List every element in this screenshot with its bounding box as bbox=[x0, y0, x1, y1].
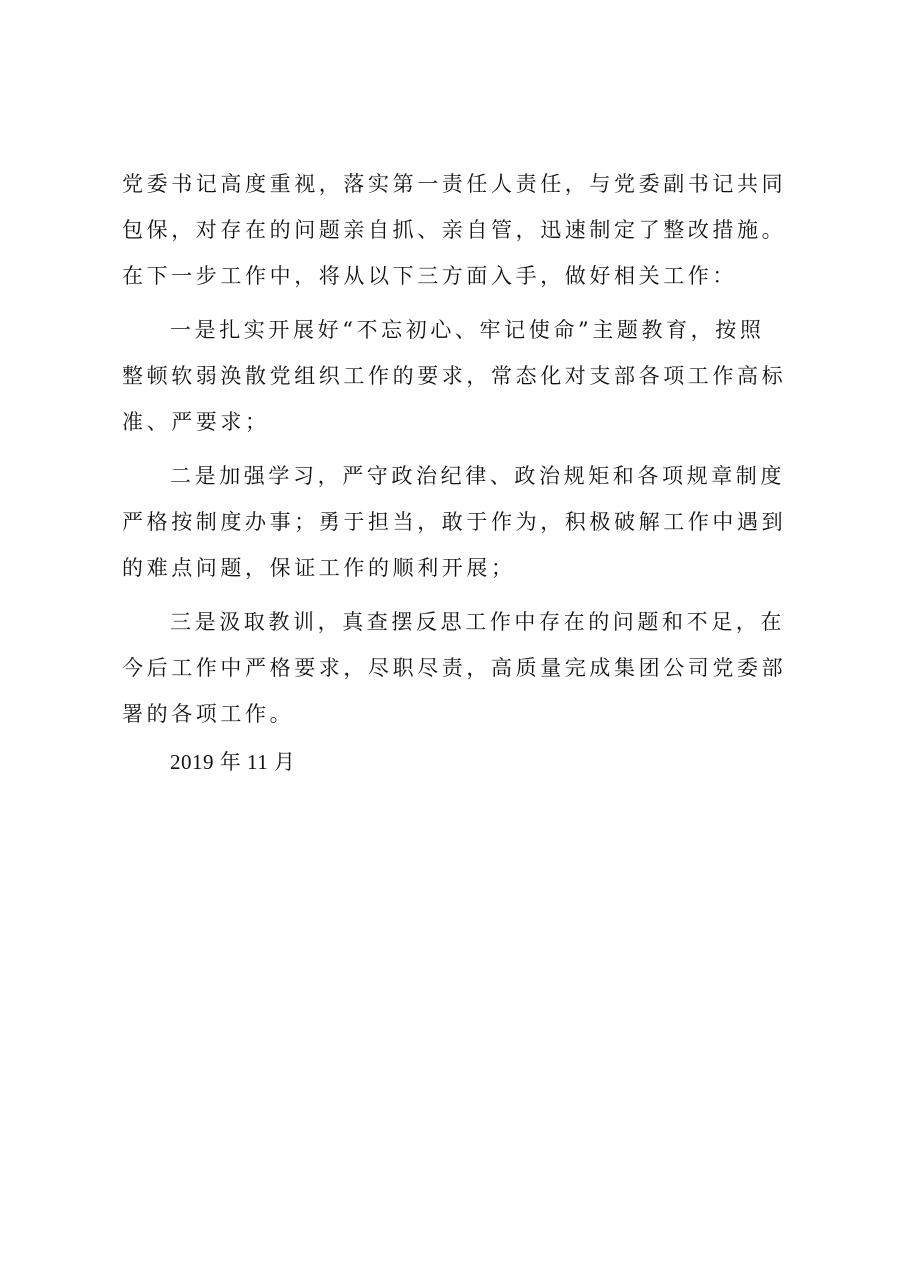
paragraph-item-two bbox=[122, 453, 800, 591]
document-date: 2019 年 11 月 bbox=[170, 750, 296, 774]
item-one-line-3: 准、严要求； bbox=[122, 410, 270, 434]
paragraph-intro-line-1: 党委书记高度重视，落实第一责任人责任，与党委副书记共同 bbox=[122, 172, 787, 196]
item-three-line-3: 署的各项工作。 bbox=[122, 702, 295, 726]
item-one-line-1: 一是扎实开展好“不忘初心、牢记使命”主题教育，按照 bbox=[170, 318, 765, 342]
paragraph-intro-line-2: 包保，对存在的问题亲自抓、亲自管，迅速制定了整改措施。 bbox=[122, 218, 787, 242]
paragraph-intro-line-3: 在下一步工作中，将从以下三方面入手，做好相关工作： bbox=[122, 264, 737, 288]
item-three-line-1: 三是汲取教训，真查摆反思工作中存在的问题和不足，在 bbox=[170, 610, 785, 634]
item-two-line-2: 严格按制度办事；勇于担当，敢于作为，积极破解工作中遇到 bbox=[122, 510, 787, 534]
paragraph-item-three bbox=[122, 599, 800, 737]
item-three-line-2: 今后工作中严格要求，尽职尽责，高质量完成集团公司党委部 bbox=[122, 656, 787, 680]
paragraph-intro bbox=[122, 161, 800, 299]
item-two-line-3: 的难点问题，保证工作的顺利开展； bbox=[122, 556, 516, 580]
item-one-line-2: 整顿软弱涣散党组织工作的要求，常态化对支部各项工作高标 bbox=[122, 364, 787, 388]
item-two-line-1: 二是加强学习，严守政治纪律、政治规矩和各项规章制度 bbox=[170, 464, 785, 488]
paragraph-item-one bbox=[122, 307, 800, 445]
